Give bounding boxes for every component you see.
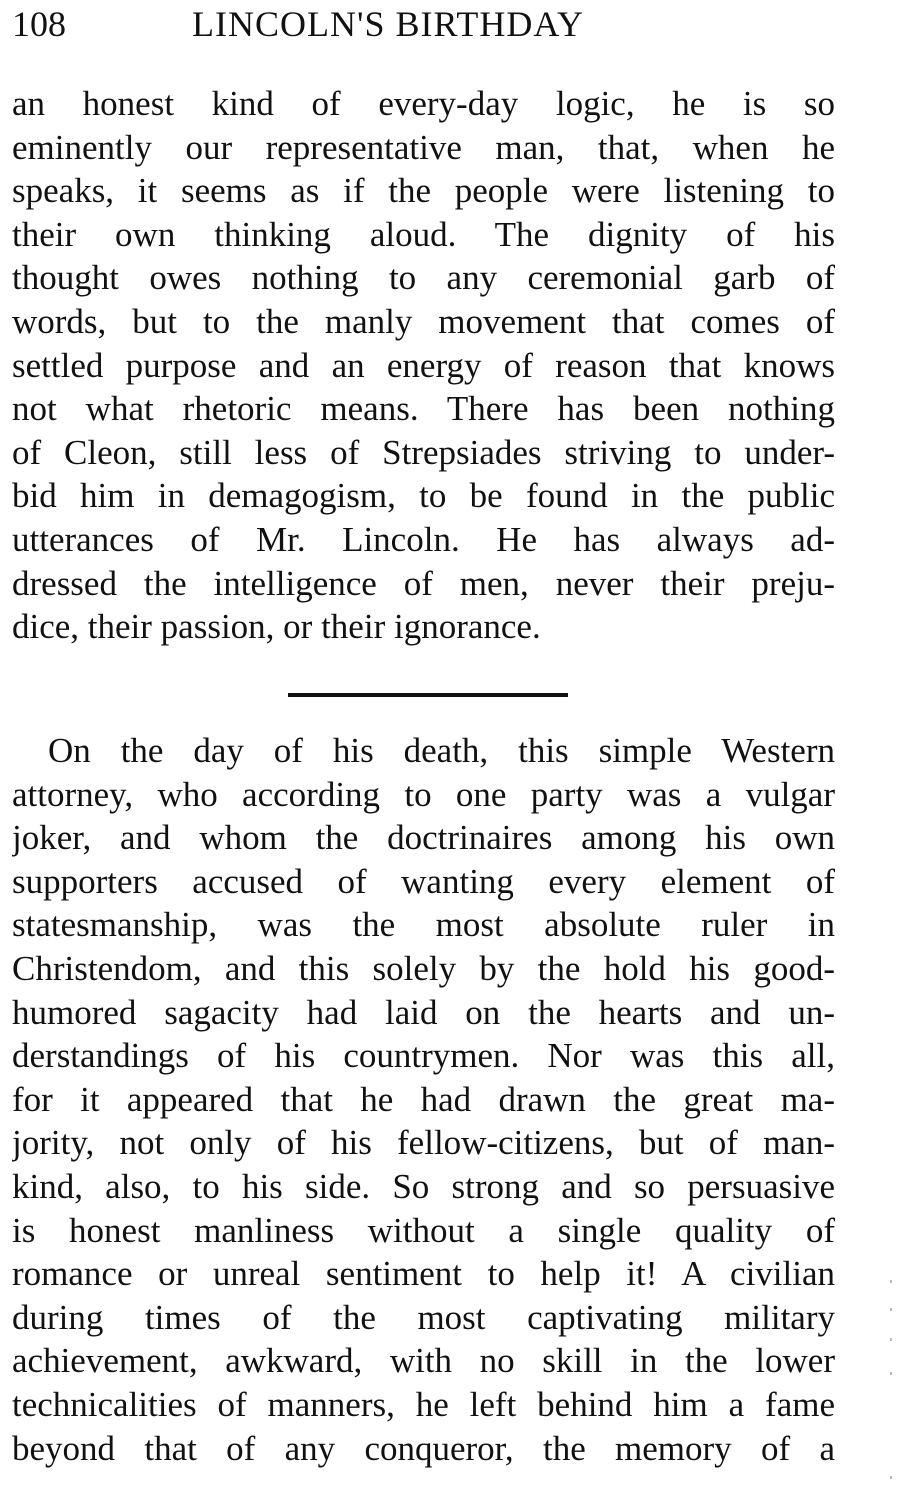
text-line: supporters accused of wanting every element of [12, 861, 835, 901]
scan-speck [890, 1308, 892, 1311]
text-line: beyond that of any conqueror, the memory of a [12, 1428, 835, 1468]
scan-speck [890, 1338, 892, 1341]
text-line: thought owes nothing to any ceremonial garb of [12, 258, 835, 298]
paragraph-2 [12, 729, 835, 1470]
text-line: achievement, awkward, with no skill in the lower [12, 1341, 835, 1381]
text-line: derstandings of his countrymen. Nor was this all, [12, 1036, 835, 1076]
text-line: bid him in demagogism, to be found in the public [12, 476, 835, 516]
scan-speck [890, 1372, 892, 1375]
running-title: LINCOLN'S BIRTHDAY [192, 4, 585, 44]
scan-speck [890, 1280, 892, 1283]
text-line: for it appeared that he had drawn the great ma- [12, 1079, 835, 1119]
text-line: of Cleon, still less of Strepsiades striving to under- [12, 432, 835, 472]
text-line: statesmanship, was the most absolute ruler in [12, 905, 835, 945]
text-line: On the day of his death, this simple Western [48, 731, 835, 770]
text-line: speaks, it seems as if the people were listening to [12, 171, 835, 211]
text-line: attorney, who according to one party was a vulgar [12, 774, 835, 814]
text-line: an honest kind of every-day logic, he is so [12, 84, 835, 123]
text-line: dressed the intelligence of men, never their preju- [12, 563, 835, 603]
text-line: is honest manliness without a single quality of [12, 1210, 835, 1250]
page-number: 108 [12, 4, 66, 44]
text-line: their own thinking aloud. The dignity of his [12, 214, 835, 254]
text-line: dice, their passion, or their ignorance. [12, 607, 541, 647]
text-line: jority, not only of his fellow-citizens, but of man- [12, 1123, 835, 1163]
paragraph-1 [12, 82, 835, 649]
text-line: words, but to the manly movement that comes of [12, 301, 835, 341]
text-line: kind, also, to his side. So strong and so persuasive [12, 1166, 835, 1206]
running-head [0, 0, 900, 60]
text-line: eminently our representative man, that, when he [12, 127, 835, 167]
text-line: joker, and whom the doctrinaires among his own [12, 818, 835, 858]
text-line: technicalities of manners, he left behind him a fame [12, 1384, 835, 1424]
text-line: humored sagacity had laid on the hearts and un- [12, 992, 835, 1032]
text-line: Christendom, and this solely by the hold his good- [12, 948, 835, 988]
text-line: settled purpose and an energy of reason that knows [12, 345, 835, 385]
text-line: utterances of Mr. Lincoln. He has always ad- [12, 519, 835, 559]
section-divider [288, 693, 568, 697]
text-line: during times of the most captivating military [12, 1297, 835, 1337]
text-line: romance or unreal sentiment to help it! A civilian [12, 1254, 835, 1294]
scan-speck [890, 1476, 892, 1479]
text-line: not what rhetoric means. There has been nothing [12, 389, 835, 429]
